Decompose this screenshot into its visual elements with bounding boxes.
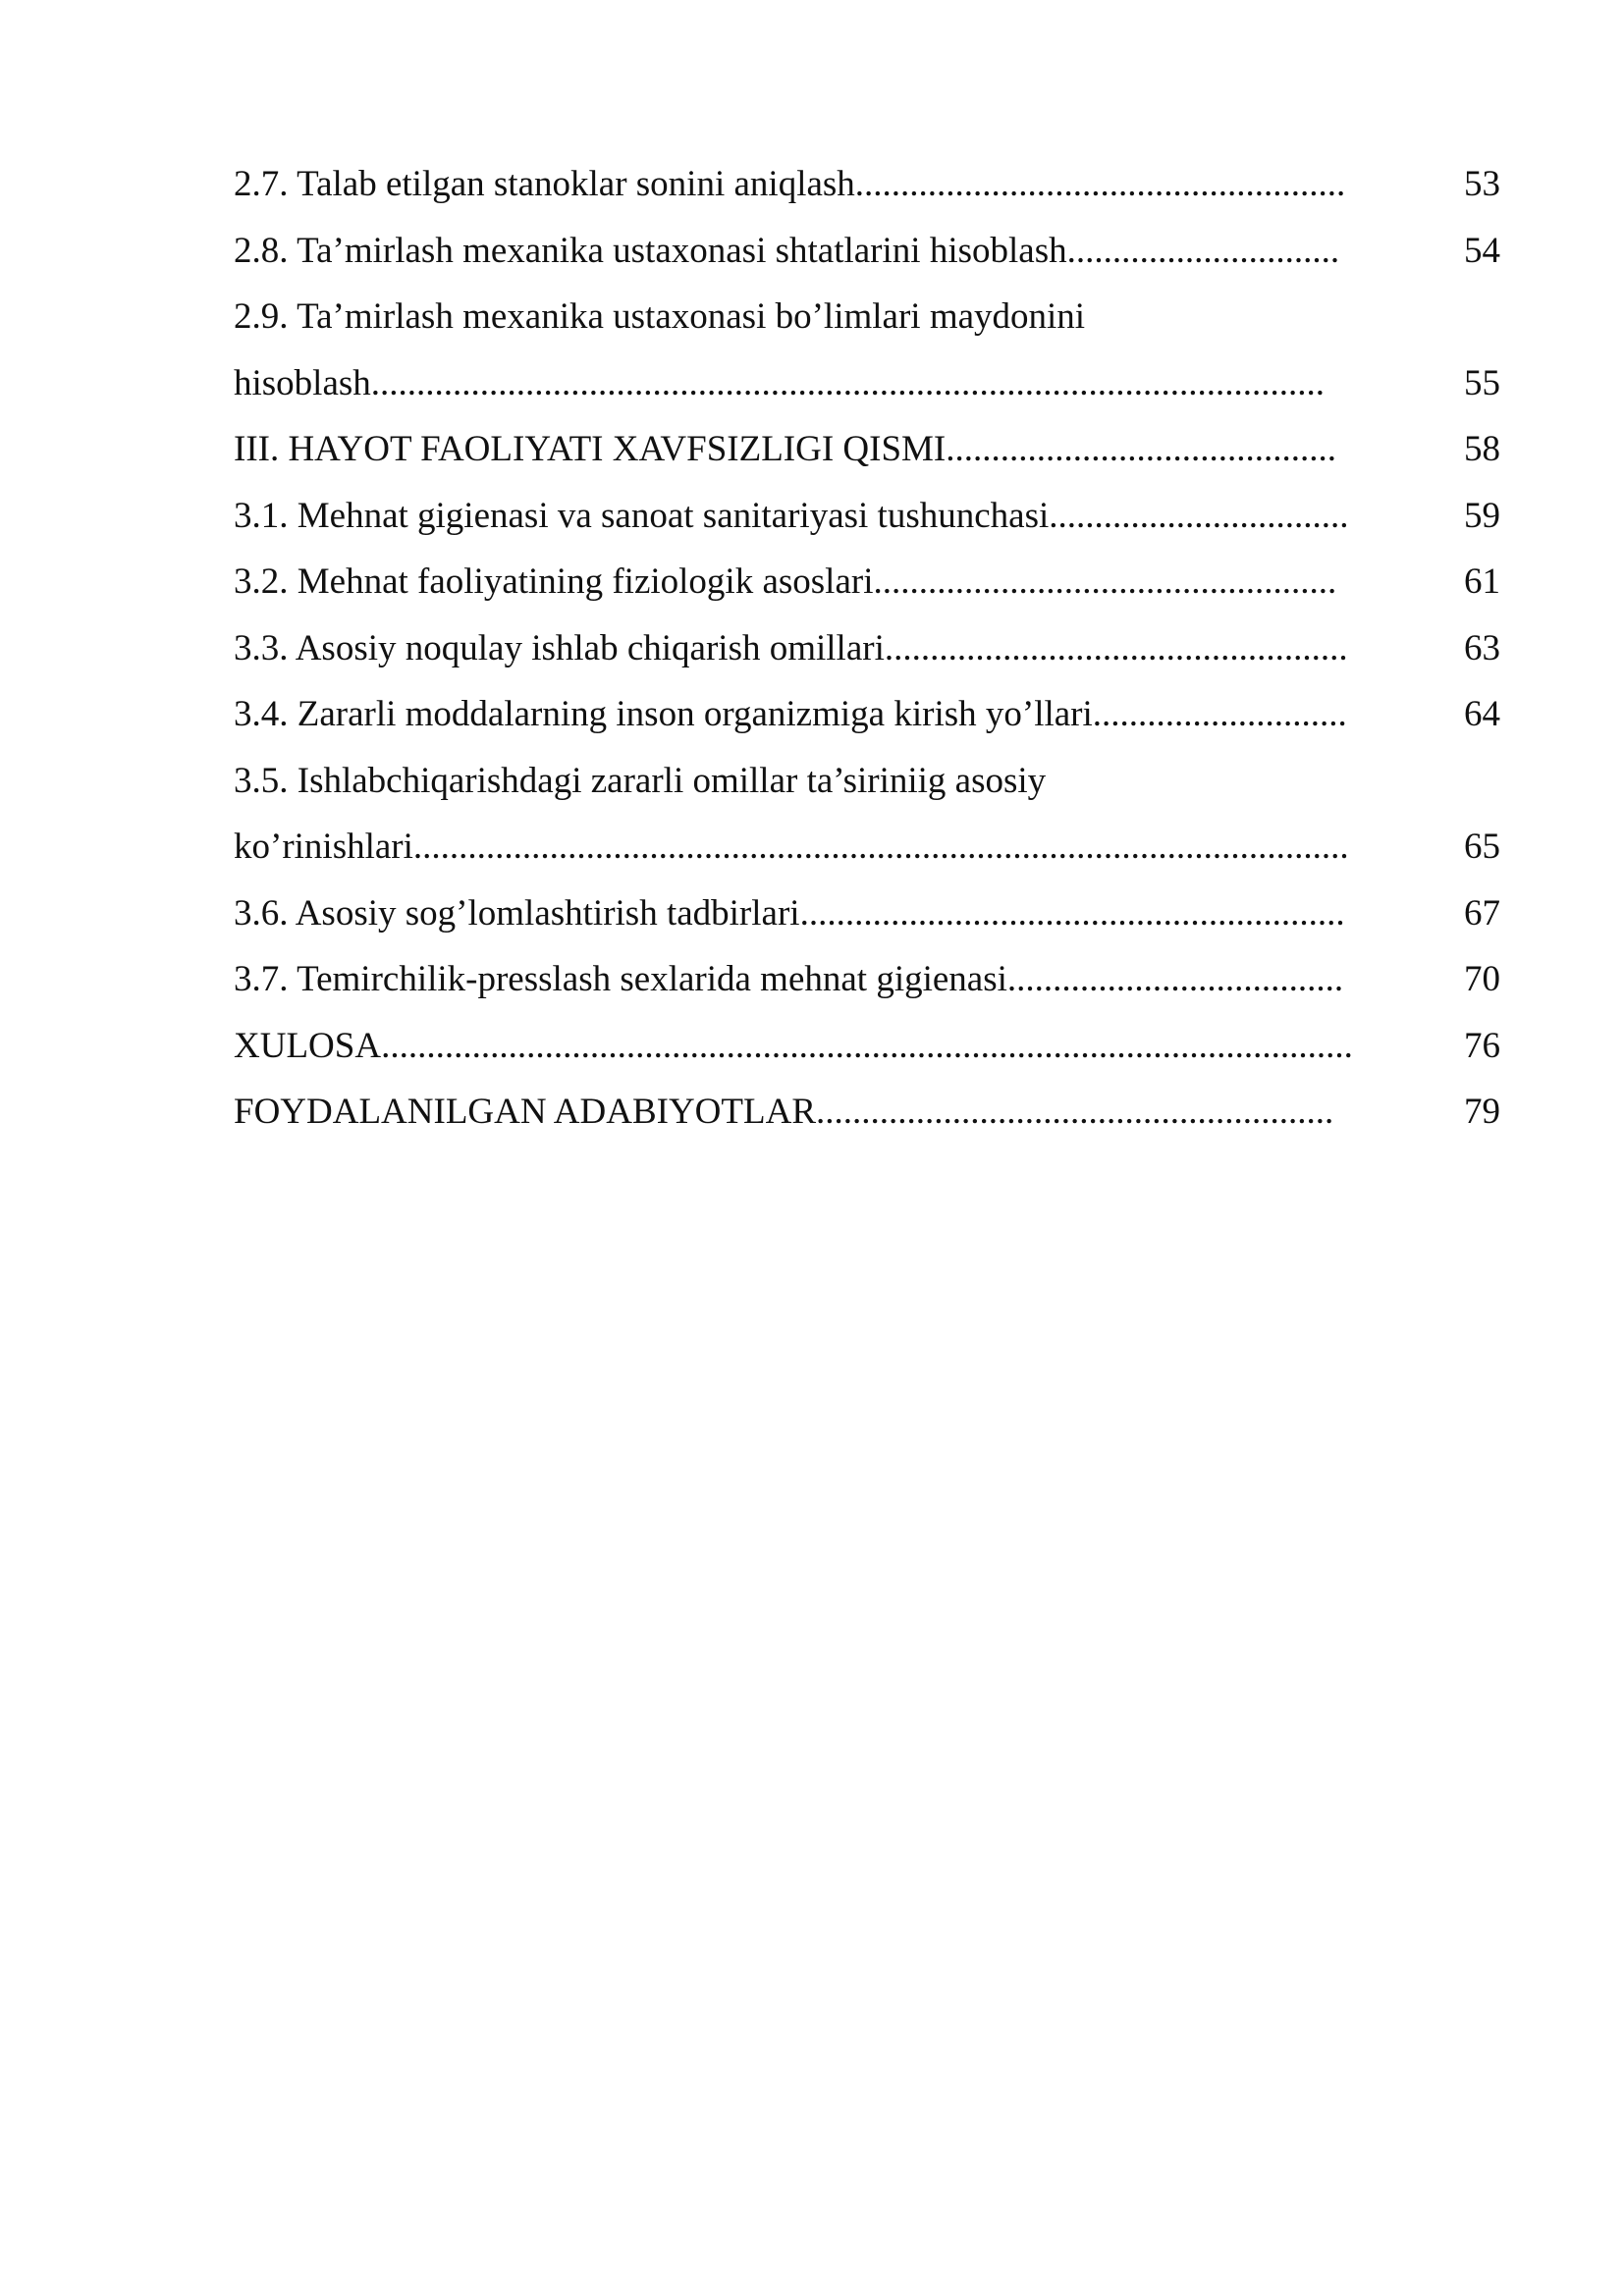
toc-entry-title: 3.4. Zararli moddalarning inson organizmiga kirish yo’llari: [234, 694, 1093, 734]
toc-entry-title: hisoblash: [234, 362, 371, 403]
toc-entry-title: XULOSA: [234, 1025, 382, 1066]
toc-entry: [234, 814, 1500, 881]
toc-page-number: 70: [1464, 959, 1500, 999]
toc-dot-leader: .....................................: [1006, 959, 1344, 999]
toc-dot-leader: ...........................................: [946, 429, 1337, 469]
toc-entry-title: 3.5. Ishlabchiqarishdagi zararli omillar ta’siriniig asosiy: [234, 760, 1047, 801]
toc-entry-title: 2.8. Ta’mirlash mexanika ustaxonasi shtatlarini hisoblash: [234, 230, 1067, 271]
toc-dot-leader: .......................................................................................................: [412, 827, 1349, 867]
toc-dot-leader: ...................................................: [884, 627, 1348, 668]
toc-page-number: 63: [1464, 627, 1500, 668]
toc-dot-leader: ...................................................: [873, 561, 1337, 602]
toc-entry-title: ko’rinishlari: [234, 827, 413, 867]
toc-entry: [234, 350, 1500, 417]
toc-page-number: 58: [1464, 429, 1500, 469]
toc-entry: [234, 483, 1500, 550]
toc-entry: [234, 681, 1500, 748]
toc-entry-title: 3.6. Asosiy sog’lomlashtirish tadbirlari: [234, 892, 800, 934]
toc-page-number: 54: [1464, 230, 1500, 271]
toc-page-number: 64: [1464, 694, 1500, 734]
toc-entry: [234, 1013, 1500, 1080]
toc-dot-leader: ...........................................................................................................: [381, 1025, 1353, 1066]
toc-entry-title: 2.9. Ta’mirlash mexanika ustaxonasi bo’limlari maydonini: [234, 296, 1086, 337]
toc-entry: [234, 218, 1500, 285]
toc-entry: [234, 1079, 1500, 1146]
toc-entry-title: FOYDALANILGAN ADABIYOTLAR: [234, 1092, 816, 1132]
toc-page-number: 59: [1464, 495, 1500, 536]
toc-entry-title: 3.2. Mehnat faoliyatining fiziologik asoslari: [234, 561, 874, 602]
toc-dot-leader: ..............................: [1066, 230, 1340, 271]
toc-page-number: 53: [1464, 164, 1500, 204]
toc-entry-title: 3.1. Mehnat gigienasi va sanoat sanitariyasi tushunchasi: [234, 495, 1050, 536]
toc-dot-leader: ............................................................: [799, 892, 1345, 934]
toc-dot-leader: .................................: [1049, 495, 1349, 536]
toc-page-number: 65: [1464, 827, 1500, 867]
toc-entry: [234, 151, 1500, 218]
toc-page-number: 76: [1464, 1025, 1500, 1066]
toc-page-number: 67: [1464, 892, 1500, 934]
toc-entry-title: 3.3. Asosiy noqulay ishlab chiqarish omillari: [234, 627, 885, 668]
toc-entry: [234, 549, 1500, 615]
toc-entry: [234, 946, 1500, 1013]
toc-dot-leader: .........................................................: [816, 1092, 1334, 1132]
toc-entry: [234, 881, 1500, 947]
toc-page-number: 55: [1464, 362, 1500, 403]
toc-dot-leader: .........................................................................................................: [370, 362, 1326, 403]
toc-dot-leader: ......................................................: [854, 164, 1346, 204]
toc-dot-leader: ............................: [1092, 694, 1347, 734]
toc-entry: [234, 284, 1500, 350]
toc-page-number: 79: [1464, 1092, 1500, 1132]
toc-entry: [234, 748, 1500, 815]
toc-entry: [234, 416, 1500, 483]
toc-entry-title: 3.7. Temirchilik-presslash sexlarida mehnat gigienasi: [234, 959, 1007, 999]
toc-entry-title: 2.7. Talab etilgan stanoklar sonini aniqlash: [234, 164, 855, 204]
table-of-contents: [234, 151, 1500, 1146]
toc-entry: [234, 615, 1500, 682]
toc-page-number: 61: [1464, 561, 1500, 602]
toc-entry-title: III. HAYOT FAOLIYATI XAVFSIZLIGI QISMI: [234, 429, 947, 469]
